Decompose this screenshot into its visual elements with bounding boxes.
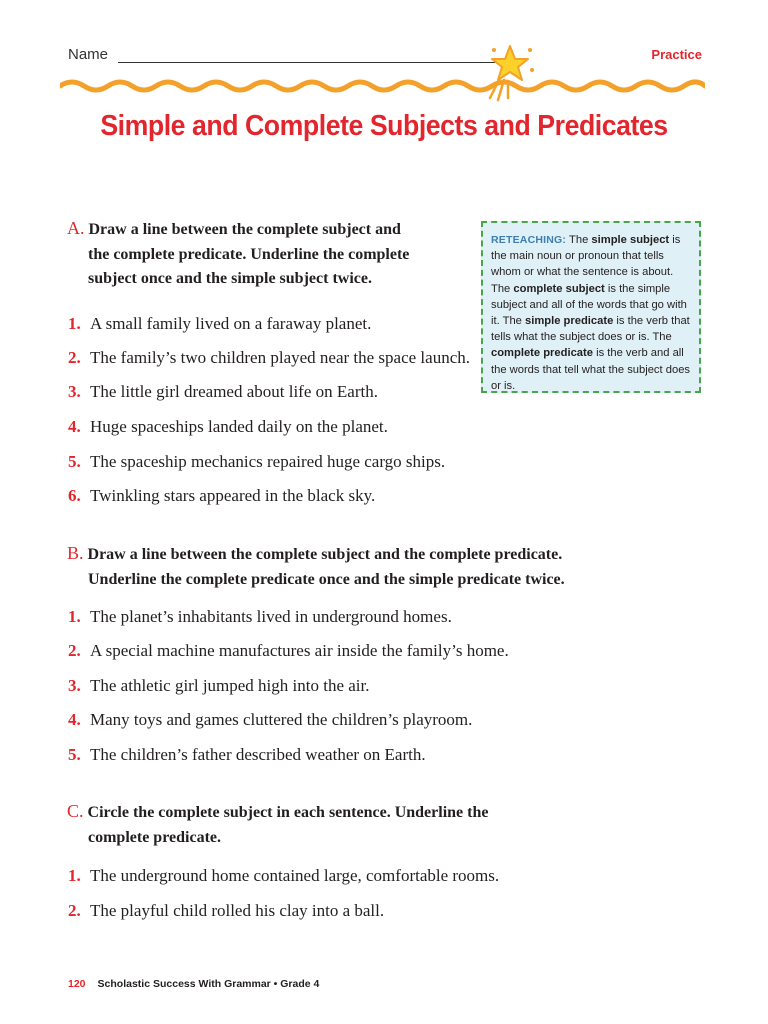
item-number: 2. xyxy=(68,348,81,367)
reteaching-box xyxy=(481,221,701,393)
item-sentence: The family’s two children played near the space launch. xyxy=(90,348,470,367)
item-sentence: The little girl dreamed about life on Earth. xyxy=(90,382,378,401)
shooting-star-icon xyxy=(480,40,540,102)
section-b-instructions xyxy=(67,541,707,592)
reteaching-label: RETEACHING: xyxy=(491,234,567,246)
item-sentence: Many toys and games cluttered the children’s playroom. xyxy=(90,710,473,729)
page-title: Simple and Complete Subjects and Predicates xyxy=(100,110,668,142)
item-number: 2. xyxy=(68,641,81,660)
reteaching-text: is the main noun or pronoun that tells whom or what the sentence is about. The xyxy=(491,234,681,295)
section-a-instruction-line-2: the complete predicate. Underline the complete xyxy=(88,245,410,263)
list-item xyxy=(68,381,378,403)
item-number: 1. xyxy=(68,607,81,626)
term-complete-predicate: complete predicate xyxy=(491,347,593,360)
item-number: 4. xyxy=(68,710,81,729)
name-input-line[interactable] xyxy=(118,62,496,63)
page-footer xyxy=(68,978,319,990)
practice-label: Practice xyxy=(651,47,702,62)
item-number: 3. xyxy=(68,382,81,401)
page-number: 120 xyxy=(68,978,86,990)
item-sentence: The playful child rolled his clay into a ball. xyxy=(90,901,385,920)
item-sentence: A small family lived on a faraway planet. xyxy=(90,314,372,333)
item-number: 1. xyxy=(68,314,81,333)
section-b-instruction-line-2: Underline the complete predicate once and the simple predicate twice. xyxy=(88,570,565,588)
item-number: 5. xyxy=(68,745,81,764)
list-item xyxy=(68,485,375,507)
item-sentence: Huge spaceships landed daily on the planet. xyxy=(90,417,388,436)
book-title: Scholastic Success With Grammar • Grade 4 xyxy=(97,978,320,990)
reteaching-text: is the simple subject and all of the words that go with it. The xyxy=(491,282,687,328)
item-sentence: Twinkling stars appeared in the black sky. xyxy=(90,486,376,505)
item-number: 5. xyxy=(68,452,81,471)
item-number: 2. xyxy=(68,901,81,920)
item-sentence: The underground home contained large, comfortable rooms. xyxy=(90,866,500,885)
term-simple-predicate: simple predicate xyxy=(525,315,614,328)
reteaching-text: is the verb that tells what the subject does or is. The xyxy=(491,315,690,344)
term-complete-subject: complete subject xyxy=(513,282,605,295)
orange-wave-divider xyxy=(60,70,705,98)
item-sentence: The planet’s inhabitants lived in underground homes. xyxy=(90,607,452,626)
item-sentence: The spaceship mechanics repaired huge cargo ships. xyxy=(90,452,446,471)
list-item xyxy=(68,675,370,697)
list-item xyxy=(68,865,499,887)
list-item xyxy=(68,709,472,731)
list-item xyxy=(68,744,426,766)
section-c-instruction-line-1: Circle the complete subject in each sentence. Underline the xyxy=(87,804,489,821)
list-item xyxy=(68,416,388,438)
item-number: 4. xyxy=(68,417,81,436)
list-item xyxy=(68,451,445,473)
name-label: Name xyxy=(68,46,109,63)
reteaching-text: is the verb and all the words that tell what the subject does or is. xyxy=(491,347,691,392)
section-c-instructions xyxy=(67,799,707,850)
term-simple-subject: simple subject xyxy=(591,234,670,246)
section-b-instruction-line-1: Draw a line between the complete subject and the complete predicate. xyxy=(87,546,563,563)
item-number: 3. xyxy=(68,676,81,695)
list-item xyxy=(68,313,371,335)
list-item xyxy=(68,900,384,922)
item-sentence: The athletic girl jumped high into the air. xyxy=(90,676,370,695)
item-sentence: A special machine manufactures air inside the family’s home. xyxy=(90,641,509,660)
section-a-letter: A. xyxy=(67,218,85,238)
list-item xyxy=(68,640,509,662)
section-a-instruction-line-3: subject once and the simple subject twice. xyxy=(88,270,372,287)
section-b-letter: B. xyxy=(67,543,84,563)
item-sentence: The children’s father described weather on Earth. xyxy=(90,745,426,764)
section-a-instructions xyxy=(67,216,467,292)
list-item xyxy=(68,347,470,369)
section-c-letter: C. xyxy=(67,801,84,821)
item-number: 6. xyxy=(68,486,81,505)
item-number: 1. xyxy=(68,866,81,885)
section-a-instruction-line-1: Draw a line between the complete subject and xyxy=(88,221,401,238)
reteaching-text: The xyxy=(566,234,592,246)
section-c-instruction-line-2: complete predicate. xyxy=(88,828,221,846)
list-item xyxy=(68,606,452,628)
